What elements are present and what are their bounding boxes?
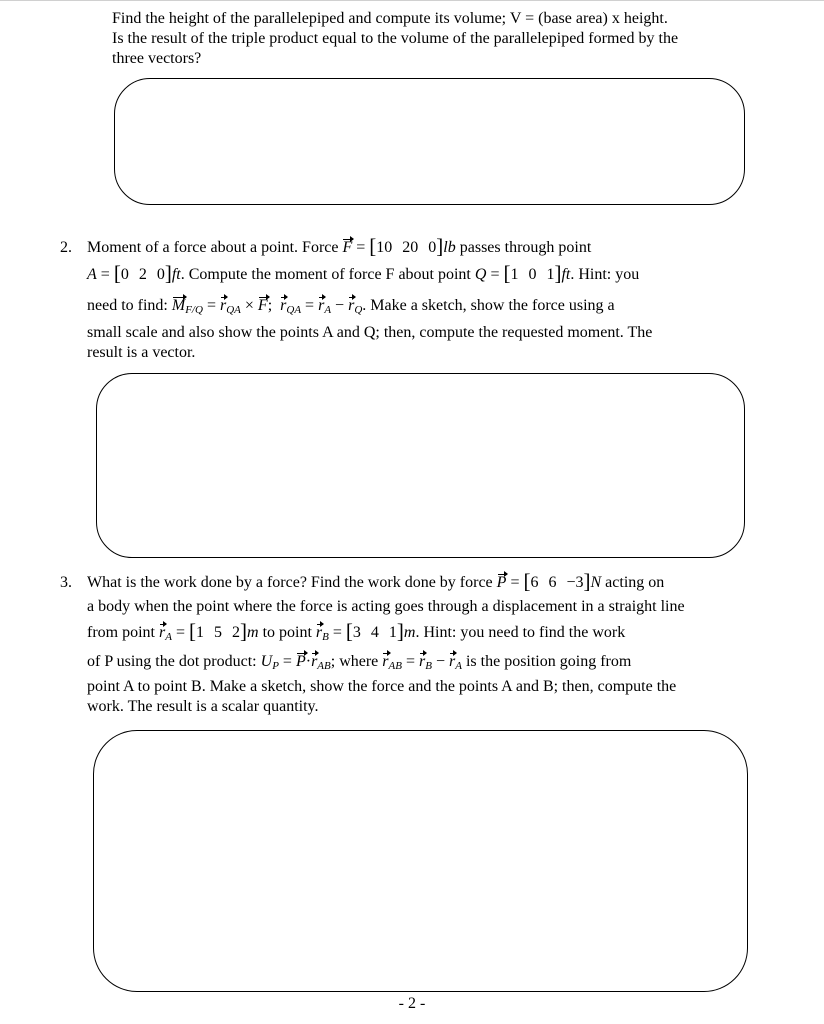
answer-box-2[interactable] [96,373,745,558]
problem-2-line-1: Moment of a force about a point. Force F = [10 20 0]lb passes through point [87,234,592,258]
intro-line-2: Is the result of the triple product equal to the volume of the parallelepiped formed by the [112,30,679,47]
answer-box-1[interactable] [114,78,745,205]
problem-3-line-6: work. The result is a scalar quantity. [87,698,319,715]
problem-2-line-3: need to find: $M_{F/Q} = r_{QA} \times F$; $r_{QA} = r_A - r_Q$. Make a sketch, show the force using a [87,297,615,316]
problem-3-line-3: from point $r_A = [1$ 5 2]m to point $r_B = [3$ 4 1]m. Hint: you need to find the work [87,619,626,643]
intro-line-3: three vectors? [112,50,202,67]
problem-2-line-5: result is a vector. [87,344,196,361]
problem-3-line-1: What is the work done by a force? Find the work done by force P = [6 6 −3]N acting on [87,569,665,593]
problem-2-line-4: small scale and also show the points A and Q; then, compute the requested moment. The [87,324,653,341]
intro-line-1: Find the height of the parallelepiped and compute its volume; V = (base area) x height. [112,10,668,27]
problem-3-number: 3. [60,574,72,591]
problem-2-line-2: A = [0 2 0]ft. Compute the moment of force F about point Q = [1 0 1]ft. Hint: you [87,261,640,285]
page-number: - 2 - [398,995,426,1012]
problem-3-line-4: of P using the dot product: $U_P = P\cdot r_{AB}$; where $r_{AB} = r_B - r_A$ is the position going from [87,653,632,672]
problem-3-line-5: point A to point B. Make a sketch, show the force and the points A and B; then, compute the [87,678,677,695]
problem-2-number: 2. [60,239,72,256]
problem-3-line-2: a body when the point where the force is acting goes through a displacement in a straight line [87,598,685,615]
top-border-line [0,0,824,1]
answer-box-3[interactable] [93,730,748,992]
